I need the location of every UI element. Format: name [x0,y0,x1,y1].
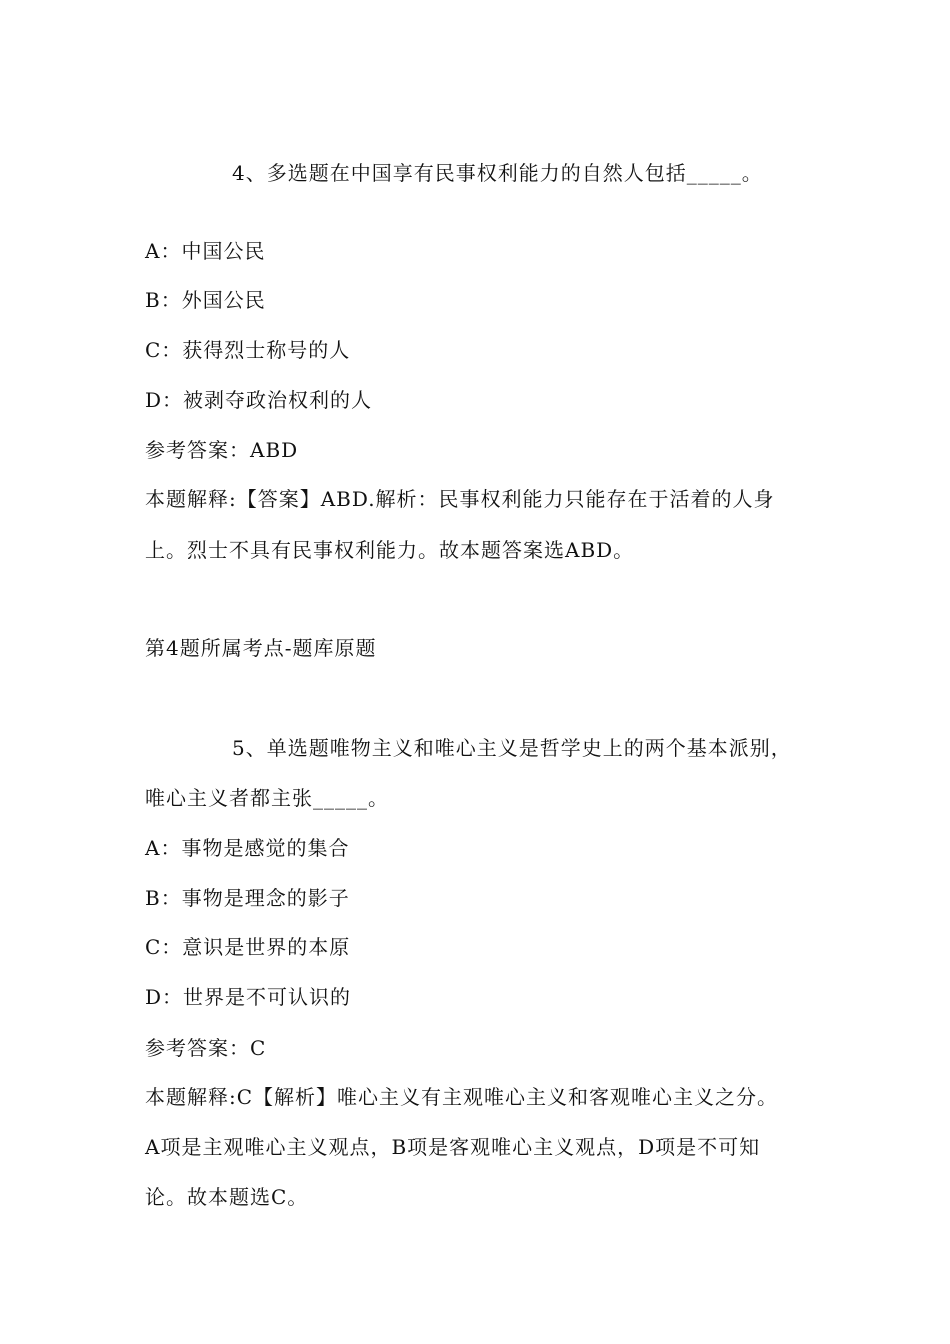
question-4-explanation-line-1: 本题解释:【答案】ABD.解析：民事权利能力只能存在于活着的人身 [145,487,775,511]
question-4-stem: 4、多选题在中国享有民事权利能力的自然人包括_____。 [232,161,763,185]
question-5-answer: 参考答案：C [145,1036,267,1060]
question-5-option-c: C：意识是世界的本原 [145,935,351,959]
question-4-option-c: C：获得烈士称号的人 [145,338,351,362]
question-5-explanation-line-2: A项是主观唯心主义观点，B项是客观唯心主义观点，D项是不可知 [145,1135,761,1159]
question-5-option-d: D：世界是不可认识的 [145,985,352,1009]
question-4-explanation-line-2: 上。烈士不具有民事权利能力。故本题答案选ABD。 [145,538,635,562]
question-5-stem-line-1: 5、单选题唯物主义和唯心主义是哲学史上的两个基本派别， [232,736,792,760]
question-5-explanation-line-3: 论。故本题选C。 [145,1185,309,1209]
question-4-option-a: A：中国公民 [145,239,266,263]
question-5-option-a: A：事物是感觉的集合 [145,836,350,860]
question-4-option-d: D：被剥夺政治权利的人 [145,388,373,412]
question-5-stem-line-2: 唯心主义者都主张_____。 [145,786,389,810]
question-4-answer: 参考答案：ABD [145,438,299,462]
question-4-option-b: B：外国公民 [145,288,266,312]
question-5-option-b: B：事物是理念的影子 [145,886,350,910]
question-4-knowledge-point: 第4题所属考点-题库原题 [145,636,377,660]
question-5-explanation-line-1: 本题解释:C【解析】唯心主义有主观唯心主义和客观唯心主义之分。 [145,1085,779,1109]
